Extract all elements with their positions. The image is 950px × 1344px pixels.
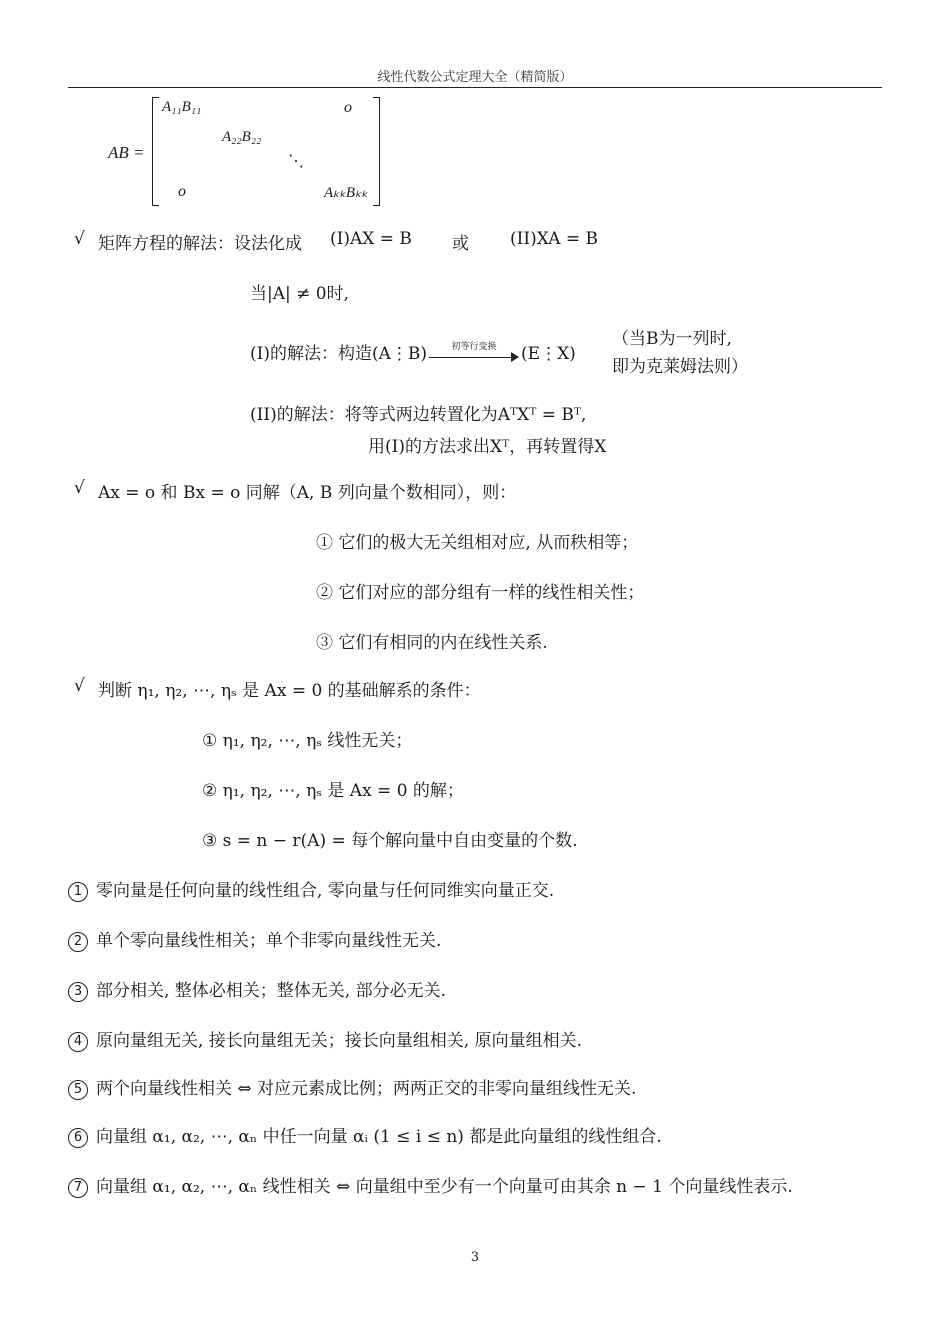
same-solution-intro: Ax = o 和 Bx = o 同解（A, B 列向量个数相同），则： (98, 483, 517, 503)
solution-1-line (250, 339, 576, 364)
basis-item: ② η₁, η₂, ⋯, ηₛ 是 Ax = 0 的解； (202, 781, 464, 801)
cramer-note-line-2: 即为克莱姆法则） (612, 357, 748, 377)
basis-item: ① η₁, η₂, ⋯, ηₛ 线性无关； (202, 731, 413, 751)
running-header: 线性代数公式定理大全（精简版） (377, 70, 573, 85)
fact-item (68, 1074, 636, 1100)
fact-number: 3 (68, 982, 88, 1002)
fact-number: 5 (68, 1080, 88, 1100)
fact-text: 两个向量线性相关 ⇔ 对应元素成比例；两两正交的非零向量组线性无关. (96, 1079, 637, 1099)
same-solution-item: ③ 它们有相同的内在线性关系. (316, 633, 548, 653)
fact-number: 1 (68, 882, 88, 902)
same-solution-item: ① 它们的极大无关组相对应, 从而秩相等； (316, 533, 639, 553)
page-number: 3 (470, 1250, 480, 1265)
matrix-lhs: AB = (108, 143, 145, 162)
fact-item (68, 926, 441, 952)
check-mark: √ (74, 478, 85, 498)
header-rule (68, 87, 882, 88)
fact-text: 向量组 α₁, α₂, ⋯, αₙ 线性相关 ⇔ 向量组中至少有一个向量可由其余 n − 1 个向量线性表示. (96, 1177, 793, 1197)
matrix-left-bracket (152, 97, 159, 206)
same-solution-item: ② 它们对应的部分组有一样的线性相关性； (316, 583, 645, 603)
determinant-condition: 当|A| ≠ 0时, (250, 284, 350, 304)
solution-2-line-2: 用(I)的方法求出Xᵀ，再转置得X (368, 437, 607, 457)
fact-number: 7 (68, 1178, 88, 1198)
augmented-right: (E⋮X) (521, 344, 576, 364)
fact-text: 部分相关, 整体必相关；整体无关, 部分必无关. (96, 981, 447, 1001)
block-matrix (152, 97, 380, 204)
solution-1-label: (I)的解法：构造 (250, 344, 372, 364)
fact-item (68, 1026, 582, 1052)
matrix-entry-11: A₁₁B₁₁ (162, 99, 202, 115)
fact-number: 6 (68, 1128, 88, 1148)
fact-item (68, 976, 446, 1002)
matrix-right-bracket (373, 97, 380, 206)
solution-2-line-1: (II)的解法：将等式两边转置化为AᵀXᵀ = Bᵀ, (250, 405, 587, 425)
equation-form-1: (I)AX = B (330, 229, 412, 249)
basis-intro: 判断 η₁, η₂, ⋯, ηₛ 是 Ax = 0 的基础解系的条件： (98, 681, 481, 701)
matrix-diagonal-dots: ⋱ (288, 151, 304, 170)
fact-number: 4 (68, 1032, 88, 1052)
equation-or: 或 (452, 234, 469, 254)
augmented-left: (A⋮B) (371, 344, 428, 364)
check-mark: √ (74, 676, 85, 696)
matrix-entry-22: A₂₂B₂₂ (222, 129, 262, 145)
fact-text: 向量组 α₁, α₂, ⋯, αₙ 中任一向量 αᵢ (1 ≤ i ≤ n) 都是此向量组的线性组合. (96, 1127, 662, 1147)
fact-text: 零向量是任何向量的线性组合, 零向量与任何同维实向量正交. (96, 881, 555, 901)
fact-text: 原向量组无关, 接长向量组无关；接长向量组相关, 原向量组相关. (96, 1031, 583, 1051)
matrix-zero-top-right: o (344, 99, 352, 116)
matrix-entry-kk: AₖₖBₖₖ (324, 185, 368, 201)
matrix-equation-label: 矩阵方程的解法：设法化成 (98, 234, 302, 254)
basis-item: ③ s = n − r(A) = 每个解向量中自由变量的个数. (202, 831, 578, 851)
fact-text: 单个零向量线性相关；单个非零向量线性无关. (96, 931, 442, 951)
arrow-label: 初等行变换 (451, 341, 497, 352)
fact-item (68, 876, 554, 902)
cramer-note-line-1: （当B为一列时, (612, 329, 732, 349)
equation-form-2: (II)XA = B (510, 229, 599, 249)
check-mark: √ (74, 229, 85, 249)
row-operation-arrow (429, 341, 519, 363)
fact-item (68, 1172, 793, 1198)
fact-item (68, 1122, 662, 1148)
fact-number: 2 (68, 932, 88, 952)
matrix-zero-bottom-left: o (178, 183, 186, 200)
